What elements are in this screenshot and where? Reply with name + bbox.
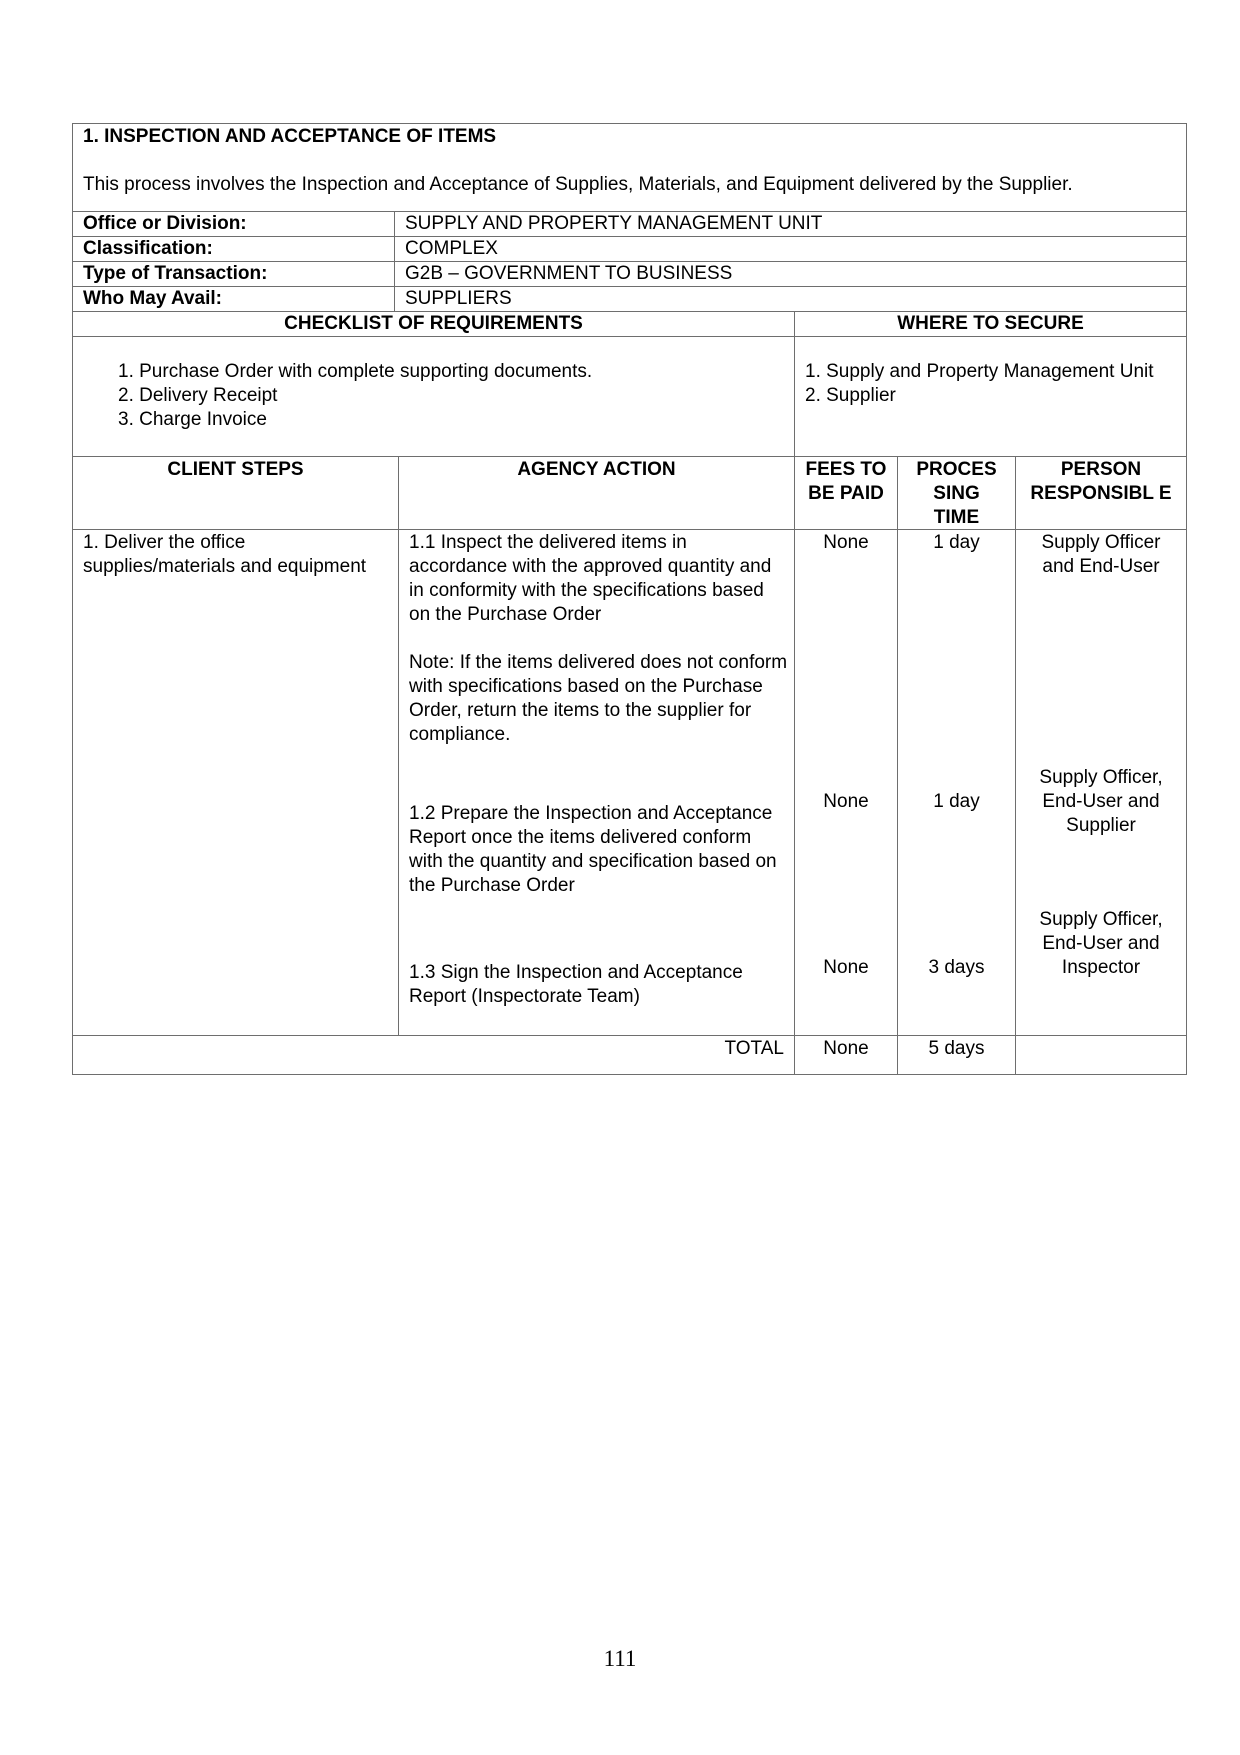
fees-header: FEES TO BE PAID bbox=[794, 457, 897, 529]
agency-action-note: Note: If the items delivered does not conform with specifications based on the Purchase Order, return the items to the supplier for compliance. bbox=[409, 652, 788, 745]
info-value: G2B – GOVERNMENT TO BUSINESS bbox=[394, 262, 1186, 286]
requirement-item: 3. Charge Invoice bbox=[118, 409, 267, 430]
total-row bbox=[73, 1035, 1186, 1074]
requirement-item: 2. Delivery Receipt bbox=[118, 385, 278, 406]
total-person bbox=[1015, 1036, 1186, 1074]
time-value: 1 day bbox=[933, 791, 980, 812]
requirements-cell bbox=[73, 337, 794, 456]
requirements-list bbox=[83, 360, 784, 432]
person-responsible-header: PERSON RESPONSIBL E bbox=[1015, 457, 1186, 529]
total-label: TOTAL bbox=[724, 1038, 784, 1059]
section-title: 1. INSPECTION AND ACCEPTANCE OF ITEMS bbox=[83, 126, 497, 147]
agency-action-1-2: 1.2 Prepare the Inspection and Acceptance Report once the items delivered conform with the quantity and specification based on the Purchase Order bbox=[409, 803, 777, 896]
person-value: Supply Officer and End-User bbox=[1041, 532, 1161, 577]
fee-value: None bbox=[823, 532, 869, 553]
info-value: COMPLEX bbox=[394, 237, 1186, 261]
agency-action-header: AGENCY ACTION bbox=[398, 457, 794, 529]
agency-action-cell bbox=[398, 530, 794, 1035]
where-to-secure-cell bbox=[794, 337, 1186, 456]
checklist-header-row bbox=[73, 311, 1186, 336]
agency-action-1-1: 1.1 Inspect the delivered items in accordance with the approved quantity and in conformity with the specifications based on the Purchase Order bbox=[409, 532, 772, 625]
processing-time-cell bbox=[897, 530, 1015, 1035]
client-steps-header: CLIENT STEPS bbox=[167, 459, 304, 480]
where-to-secure-header: WHERE TO SECURE bbox=[794, 312, 1186, 336]
person-responsible-cell bbox=[1015, 530, 1186, 1035]
client-step-text: 1. Deliver the office supplies/materials and equipment bbox=[83, 532, 367, 577]
steps-body-row bbox=[73, 529, 1186, 1035]
client-step-cell bbox=[73, 530, 398, 1035]
info-value: SUPPLIERS bbox=[394, 287, 1186, 311]
info-row-office bbox=[73, 211, 1186, 236]
time-value: 1 day bbox=[933, 532, 980, 553]
processing-time-header: PROCES SING TIME bbox=[897, 457, 1015, 529]
requirement-item: 1. Purchase Order with complete supporting documents. bbox=[118, 361, 593, 382]
fee-value: None bbox=[823, 957, 869, 978]
fees-cell bbox=[794, 530, 897, 1035]
info-label: Classification: bbox=[83, 238, 213, 259]
info-label: Who May Avail: bbox=[83, 288, 222, 309]
total-fees: None bbox=[794, 1036, 897, 1074]
info-row-who-may-avail bbox=[73, 286, 1186, 311]
checklist-requirements-header: CHECKLIST OF REQUIREMENTS bbox=[284, 313, 583, 334]
info-row-classification bbox=[73, 236, 1186, 261]
info-label: Office or Division: bbox=[83, 213, 247, 234]
time-value: 3 days bbox=[928, 957, 985, 978]
info-label: Type of Transaction: bbox=[83, 263, 268, 284]
steps-header-row bbox=[73, 456, 1186, 529]
where-item: 2. Supplier bbox=[805, 385, 896, 406]
where-to-secure-list bbox=[805, 360, 1176, 408]
page-number: 111 bbox=[603, 1646, 637, 1671]
info-value: SUPPLY AND PROPERTY MANAGEMENT UNIT bbox=[394, 212, 1186, 236]
citizens-charter-table bbox=[72, 123, 1187, 1075]
agency-action-1-3: 1.3 Sign the Inspection and Acceptance Report (Inspectorate Team) bbox=[409, 962, 743, 1007]
person-value: Supply Officer, End-User and Inspector bbox=[1039, 909, 1163, 978]
total-time: 5 days bbox=[897, 1036, 1015, 1074]
section-description: This process involves the Inspection and Acceptance of Supplies, Materials, and Equipment delivered by the Supplier. bbox=[83, 174, 1073, 195]
fee-value: None bbox=[823, 791, 869, 812]
checklist-body-row bbox=[73, 336, 1186, 456]
section-header bbox=[73, 124, 1186, 211]
where-item: 1. Supply and Property Management Unit bbox=[805, 361, 1154, 382]
info-row-transaction-type bbox=[73, 261, 1186, 286]
person-value: Supply Officer, End-User and Supplier bbox=[1039, 767, 1163, 836]
